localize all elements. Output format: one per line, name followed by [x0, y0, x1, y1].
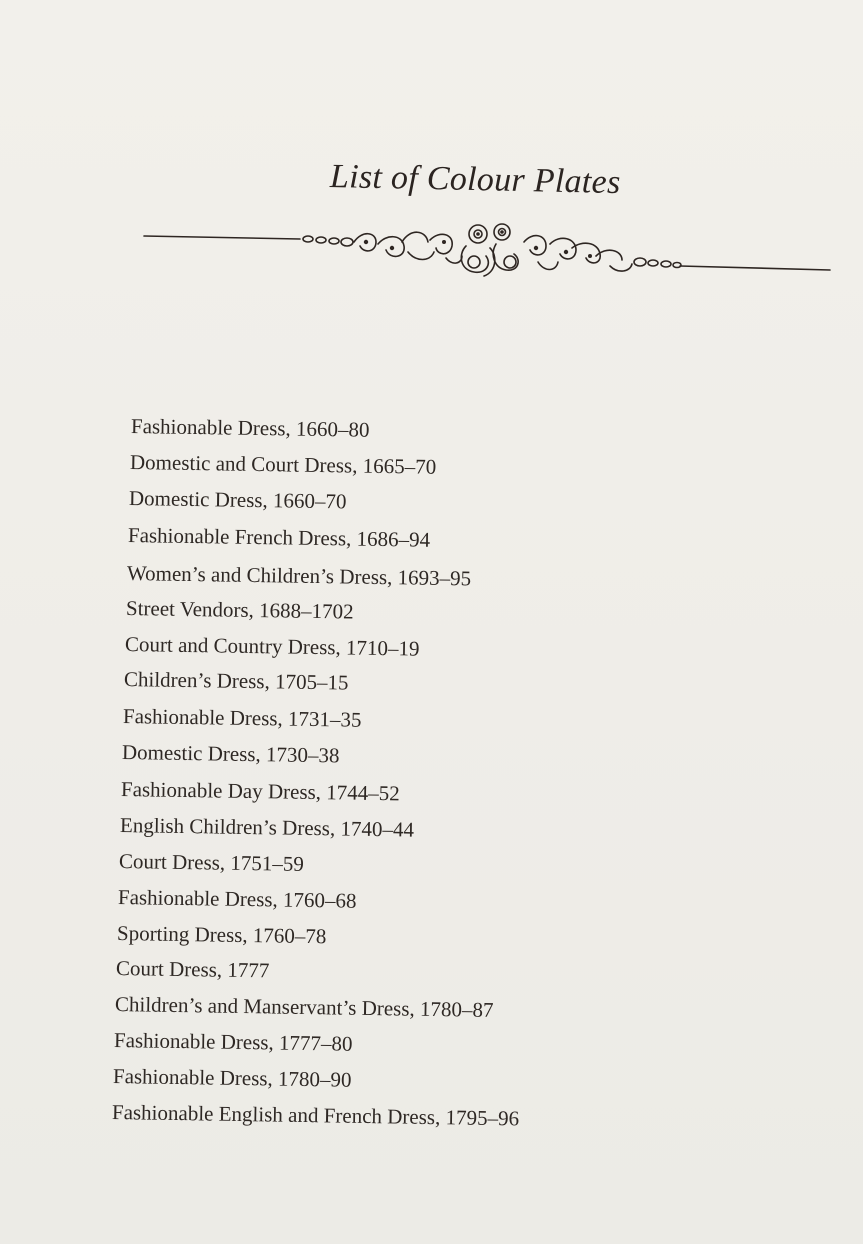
list-item: Domestic Dress, 1730–38 [121, 740, 340, 768]
list-item: Street Vendors, 1688–1702 [125, 596, 354, 624]
decorative-flourish-rule [140, 212, 835, 286]
list-item: English Children’s Dress, 1740–44 [119, 813, 415, 842]
list-item: Fashionable English and French Dress, 1795–96 [111, 1100, 520, 1131]
list-item: Domestic Dress, 1660–70 [128, 486, 347, 514]
list-item: Children’s and Manservant’s Dress, 1780–87 [114, 992, 494, 1022]
list-item: Court Dress, 1777 [115, 956, 270, 983]
page-title: List of Colour Plates [329, 158, 621, 202]
list-item: Children’s Dress, 1705–15 [123, 667, 349, 695]
list-item: Sporting Dress, 1760–78 [116, 921, 327, 949]
list-item: Fashionable Dress, 1777–80 [113, 1028, 353, 1056]
list-item: Court and Country Dress, 1710–19 [124, 632, 420, 661]
list-item: Fashionable French Dress, 1686–94 [127, 523, 431, 552]
list-item: Fashionable Dress, 1731–35 [122, 704, 362, 732]
list-item: Women’s and Children’s Dress, 1693–95 [126, 561, 472, 591]
list-item: Fashionable Dress, 1760–68 [117, 885, 357, 913]
list-item: Fashionable Dress, 1780–90 [112, 1064, 352, 1092]
list-item: Domestic and Court Dress, 1665–70 [129, 450, 437, 479]
list-item: Court Dress, 1751–59 [118, 849, 305, 876]
list-item: Fashionable Dress, 1660–80 [130, 414, 370, 442]
list-item: Fashionable Day Dress, 1744–52 [120, 777, 400, 806]
